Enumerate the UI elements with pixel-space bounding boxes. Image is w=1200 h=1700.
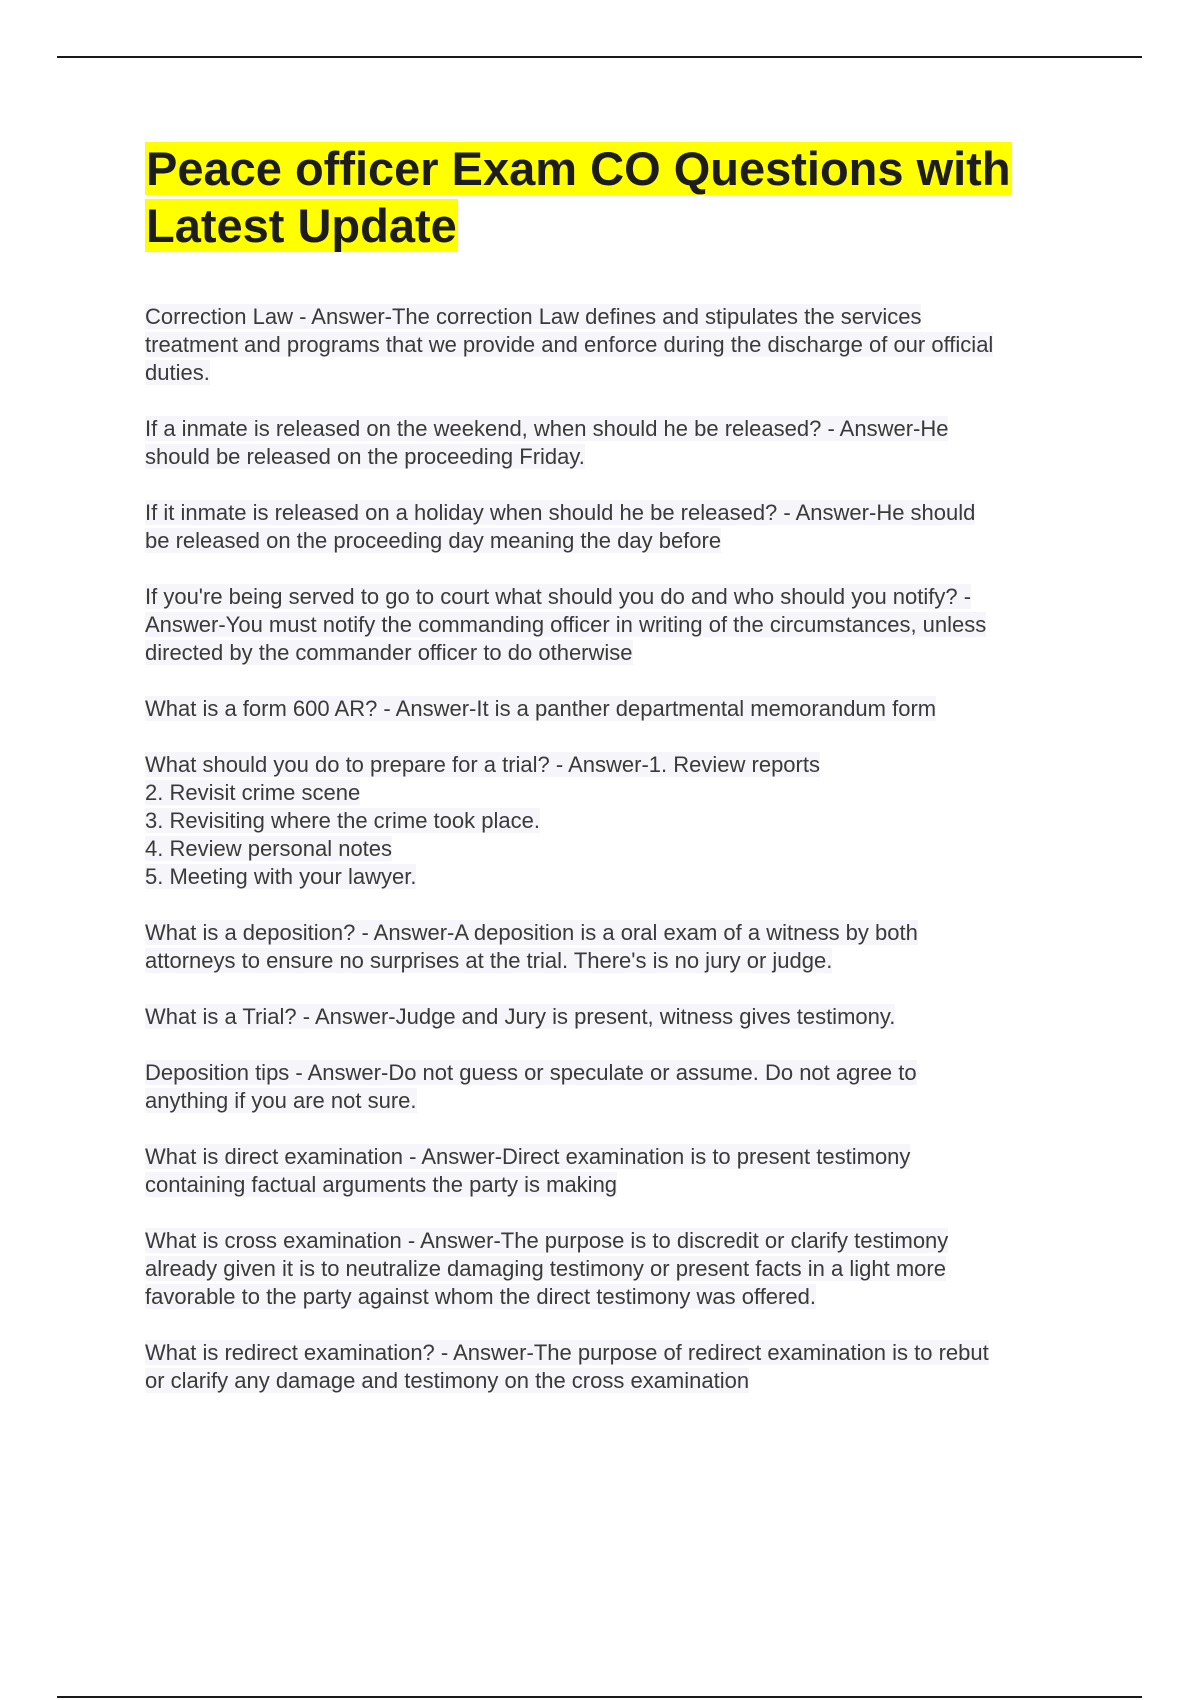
qa-line bbox=[145, 1367, 1085, 1395]
qa-line bbox=[145, 639, 1085, 667]
qa-item bbox=[145, 1339, 1085, 1395]
qa-line-text: be released on the proceeding day meaning the day before bbox=[145, 528, 722, 553]
title-line-2: Latest Update bbox=[146, 199, 457, 252]
qa-line bbox=[145, 1283, 1085, 1311]
qa-line-text: duties. bbox=[145, 360, 210, 385]
qa-item bbox=[145, 1143, 1085, 1199]
qa-line-text: already given it is to neutralize damaging testimony or present facts in a light more bbox=[145, 1256, 946, 1281]
qa-line-text: What is direct examination - Answer-Direct examination is to present testimony bbox=[145, 1144, 911, 1169]
qa-line-text: anything if you are not sure. bbox=[145, 1088, 417, 1113]
qa-line bbox=[145, 807, 1085, 835]
qa-line bbox=[145, 1059, 1085, 1087]
qa-item bbox=[145, 303, 1085, 387]
qa-line bbox=[145, 863, 1085, 891]
qa-list bbox=[145, 303, 1085, 1423]
qa-line-text: What is a Trial? - Answer-Judge and Jury is present, witness gives testimony. bbox=[145, 1004, 896, 1029]
qa-line bbox=[145, 1143, 1085, 1171]
qa-line-text: What is a deposition? - Answer-A deposition is a oral exam of a witness by both bbox=[145, 920, 918, 945]
qa-line bbox=[145, 611, 1085, 639]
qa-line bbox=[145, 415, 1085, 443]
qa-line bbox=[145, 919, 1085, 947]
qa-line-text: If a inmate is released on the weekend, when should he be released? - Answer-He bbox=[145, 416, 949, 441]
qa-item bbox=[145, 695, 1085, 723]
document-title bbox=[145, 140, 1105, 254]
qa-line-text: 4. Review personal notes bbox=[145, 836, 393, 861]
qa-line-text: What is cross examination - Answer-The purpose is to discredit or clarify testimony bbox=[145, 1228, 949, 1253]
qa-line bbox=[145, 947, 1085, 975]
qa-line-text: containing factual arguments the party is making bbox=[145, 1172, 618, 1197]
qa-line bbox=[145, 751, 1085, 779]
footer-rule bbox=[57, 1696, 1142, 1698]
qa-line bbox=[145, 835, 1085, 863]
qa-item bbox=[145, 499, 1085, 555]
qa-line-text: Answer-You must notify the commanding officer in writing of the circumstances, unless bbox=[145, 612, 987, 637]
qa-line-text: or clarify any damage and testimony on the cross examination bbox=[145, 1368, 750, 1393]
qa-line bbox=[145, 443, 1085, 471]
qa-line bbox=[145, 1003, 1085, 1031]
qa-line bbox=[145, 1171, 1085, 1199]
qa-line bbox=[145, 1255, 1085, 1283]
qa-item bbox=[145, 751, 1085, 891]
qa-line-text: attorneys to ensure no surprises at the trial. There's is no jury or judge. bbox=[145, 948, 833, 973]
qa-item bbox=[145, 1059, 1085, 1115]
qa-item bbox=[145, 583, 1085, 667]
qa-line-text: 3. Revisiting where the crime took place. bbox=[145, 808, 540, 833]
qa-item bbox=[145, 1227, 1085, 1311]
qa-line-text: What is redirect examination? - Answer-The purpose of redirect examination is to rebut bbox=[145, 1340, 989, 1365]
qa-line-text: Deposition tips - Answer-Do not guess or speculate or assume. Do not agree to bbox=[145, 1060, 917, 1085]
qa-line bbox=[145, 1087, 1085, 1115]
qa-line-text: 2. Revisit crime scene bbox=[145, 780, 361, 805]
qa-line-text: What is a form 600 AR? - Answer-It is a panther departmental memorandum form bbox=[145, 696, 937, 721]
qa-line bbox=[145, 1227, 1085, 1255]
qa-line-text: should be released on the proceeding Friday. bbox=[145, 444, 585, 469]
qa-item bbox=[145, 919, 1085, 975]
header-rule bbox=[57, 56, 1142, 58]
qa-line bbox=[145, 359, 1085, 387]
qa-line-text: What should you do to prepare for a trial? - Answer-1. Review reports bbox=[145, 752, 820, 777]
qa-line bbox=[145, 331, 1085, 359]
qa-line-text: Correction Law - Answer-The correction Law defines and stipulates the services bbox=[145, 304, 922, 329]
qa-line bbox=[145, 779, 1085, 807]
qa-line-text: treatment and programs that we provide and enforce during the discharge of our official bbox=[145, 332, 994, 357]
qa-line bbox=[145, 527, 1085, 555]
qa-line-text: If you're being served to go to court what should you do and who should you notify? - bbox=[145, 584, 972, 609]
qa-item bbox=[145, 1003, 1085, 1031]
qa-line bbox=[145, 1339, 1085, 1367]
qa-line-text: directed by the commander officer to do otherwise bbox=[145, 640, 633, 665]
qa-line bbox=[145, 303, 1085, 331]
title-line-1: Peace officer Exam CO Questions with bbox=[146, 142, 1011, 195]
qa-line bbox=[145, 695, 1085, 723]
qa-line-text: If it inmate is released on a holiday when should he be released? - Answer-He should bbox=[145, 500, 976, 525]
qa-line-text: favorable to the party against whom the direct testimony was offered. bbox=[145, 1284, 816, 1309]
qa-line-text: 5. Meeting with your lawyer. bbox=[145, 864, 417, 889]
qa-line bbox=[145, 499, 1085, 527]
qa-item bbox=[145, 415, 1085, 471]
qa-line bbox=[145, 583, 1085, 611]
